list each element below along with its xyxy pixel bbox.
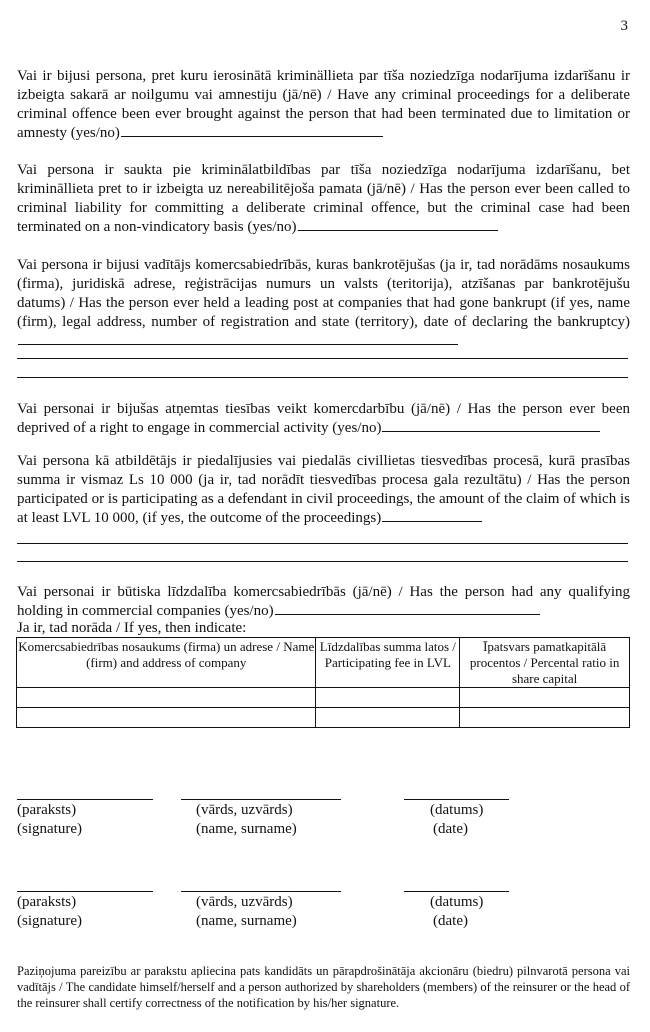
question-5 (17, 452, 630, 528)
date-label-en: (date) (433, 821, 468, 837)
name-label (196, 801, 297, 839)
question-3-text: Vai persona ir bijusi vadītājs komercsabiedrībās, kuras bankrotējušas (ja ir, tad norādāms nosaukums (firma), juridiskā adrese, reģistrācijas numurs un valsts (teritorija), atzīšanas par bankrotējušu datums) / Has the person ever held a leading post at companies that had gone bankrupt (if yes, name (firm), legal address, number of registration and state (territory), date of declaring the bankruptcy) (17, 257, 630, 330)
signature-line[interactable] (17, 891, 153, 892)
date-label-lv: (datums) (430, 894, 484, 910)
date-line[interactable] (404, 891, 509, 892)
answer-field-1[interactable] (121, 124, 383, 137)
date-line[interactable] (404, 799, 509, 800)
name-label-lv: (vārds, uzvārds) (196, 894, 293, 910)
column-header-fee: Līdzdalības summa latos / Participating fee in LVL (316, 638, 460, 688)
column-header-ratio: Īpatsvars pamatkapitālā procentos / Percental ratio in share capital (460, 638, 630, 688)
answer-line[interactable] (17, 377, 628, 378)
table-cell[interactable] (460, 688, 630, 708)
answer-line[interactable] (17, 543, 628, 544)
question-6 (17, 583, 630, 621)
name-label-en: (name, surname) (196, 913, 297, 929)
name-label (196, 893, 297, 931)
name-line[interactable] (181, 891, 341, 892)
question-6-text: Vai personai ir būtiska līdzdalība komercsabiedrībās (jā/nē) / Has the person had any qualifying holding in commercial companies (yes/no) (17, 584, 630, 619)
answer-field-2[interactable] (298, 218, 498, 231)
column-header-company: Komercsabiedrības nosaukums (firma) un adrese / Name (firm) and address of company (17, 638, 316, 688)
signature-label (17, 801, 82, 839)
question-4-text: Vai personai ir bijušas atņemtas tiesības veikt komercdarbību (jā/nē) / Has the person ever been deprived of a right to engage in commercial activity (yes/no) (17, 401, 630, 436)
signature-label (17, 893, 82, 931)
indicate-label: Ja ir, tad norāda / If yes, then indicate: (17, 620, 247, 636)
question-2-text: Vai persona ir saukta pie kriminālatbildības par tīša noziedzīga nodarījuma izdarīšanu, bet krimināllieta pret to ir izbeigta uz nereabilitējoša pamata (jā/nē) / Has the person ever been called to criminal liability for committing a deliberate criminal offence, but the criminal case had been terminated on a non-vindicatory basis (yes/no) (17, 162, 630, 235)
answer-line[interactable] (17, 358, 628, 359)
footer-note: Paziņojuma pareizību ar parakstu apliecina pats kandidāts un pārapdrošinātāja akcionāru (biedru) pilnvarotā persona vai vadītājs / The candidate himself/herself and a person authorized by shareholders (members) of the reinsurer or the head of the reinsurer shall certify correctness of the notification by his/her signature. (17, 964, 630, 1010)
question-5-text: Vai persona kā atbildētājs ir piedalījusies vai piedalās civillietas tiesvedības procesā, kurā prasības summa ir vismaz Ls 10 000 (ja ir, tad norādīt tiesvedības procesa gala rezultātu) / Has the person participated or is participating as a defendant in civil proceedings, the amount of the claim of which is at least LVL 10 000, (if yes, the outcome of the proceedings) (17, 453, 630, 526)
table-cell[interactable] (17, 688, 316, 708)
table-cell[interactable] (316, 688, 460, 708)
holdings-table (16, 637, 630, 728)
table-cell[interactable] (460, 708, 630, 728)
question-4 (17, 400, 630, 438)
name-label-en: (name, surname) (196, 821, 297, 837)
question-2 (17, 161, 630, 237)
answer-field-4[interactable] (382, 419, 600, 432)
table-cell[interactable] (316, 708, 460, 728)
date-label (430, 801, 483, 839)
signature-line[interactable] (17, 799, 153, 800)
answer-field-6[interactable] (275, 602, 540, 615)
name-label-lv: (vārds, uzvārds) (196, 802, 293, 818)
page-number: 3 (620, 18, 628, 34)
signature-label-lv: (paraksts) (17, 894, 77, 910)
answer-field-5[interactable] (382, 509, 482, 522)
signature-label-en: (signature) (17, 821, 82, 837)
date-label (430, 893, 483, 931)
date-label-lv: (datums) (430, 802, 484, 818)
answer-field-3[interactable] (18, 332, 458, 345)
table-row (17, 688, 630, 708)
question-1-text: Vai ir bijusi persona, pret kuru ierosinātā kriminällieta par tīša noziedzīga nodarījuma izdarīšanu ir izbeigta sakarā ar noilgumu vai amnestiju (jā/nē) / Have any criminal proceedings for a deliberate criminal offence been ever brought against the person that had been terminated due to limitation or amnesty (yes/no) (17, 68, 630, 141)
name-line[interactable] (181, 799, 341, 800)
question-1 (17, 67, 630, 143)
signature-label-en: (signature) (17, 913, 82, 929)
table-header-row (17, 638, 630, 688)
signature-label-lv: (paraksts) (17, 802, 77, 818)
table-cell[interactable] (17, 708, 316, 728)
table-row (17, 708, 630, 728)
question-3 (17, 256, 630, 351)
answer-line[interactable] (17, 561, 628, 562)
date-label-en: (date) (433, 913, 468, 929)
